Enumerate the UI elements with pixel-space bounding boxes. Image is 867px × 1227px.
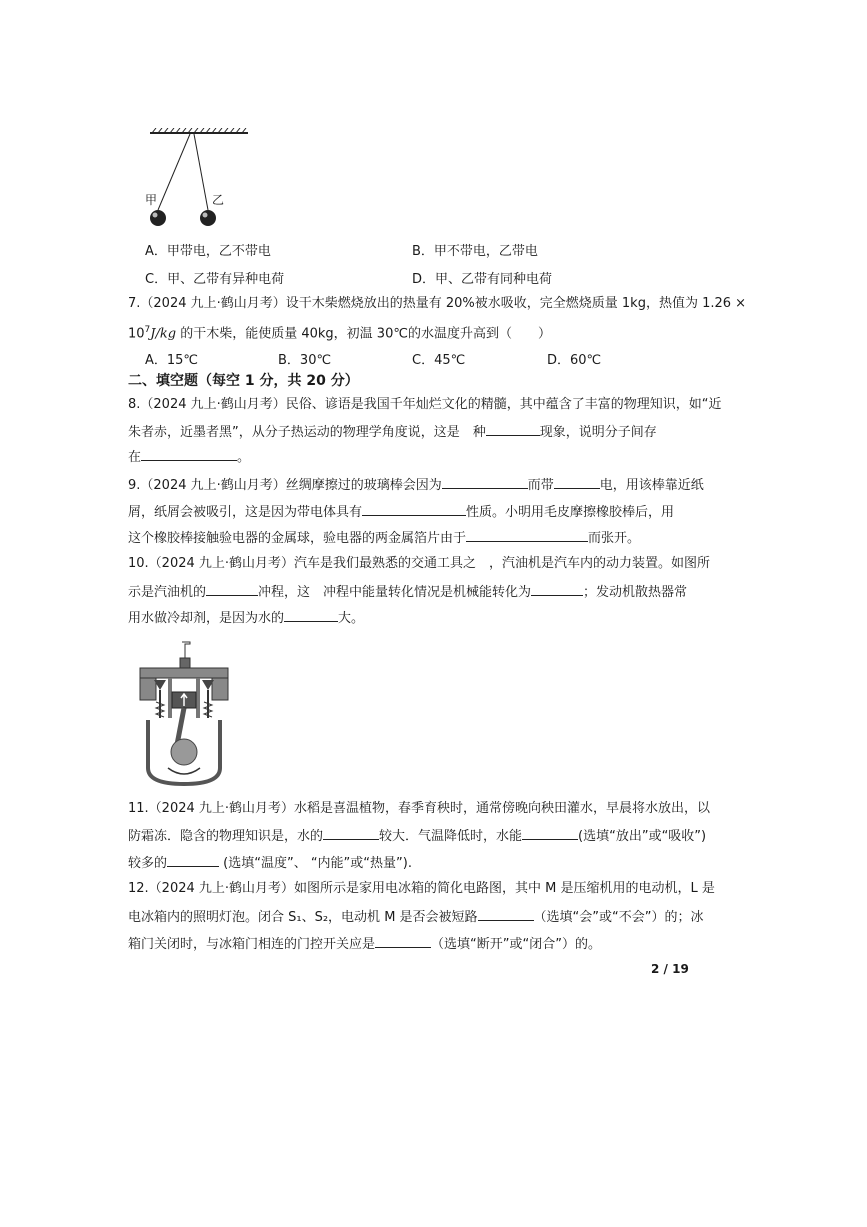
blank-11-3[interactable] bbox=[167, 852, 219, 867]
q12-line3: 箱门关闭时，与冰箱门相连的门控开关应是 （选填“断开”或“闭合”）的。 bbox=[128, 933, 601, 955]
ball-left bbox=[150, 210, 166, 226]
q8-line3: 在 。 bbox=[128, 446, 250, 468]
blank-12-2[interactable] bbox=[375, 933, 431, 948]
blank-12-1[interactable] bbox=[478, 906, 534, 921]
pendulum-figure bbox=[140, 128, 250, 236]
q12-line2: 电冰箱内的照明灯泡。闭合 S₁、S₂，电动机 M 是否会被短路 （选填“会”或“不会”）的；冰 bbox=[128, 906, 704, 928]
q10-line2: 示是汽油机的 冲程，这 冲程中能量转化情况是机械能转化为 ；发动机散热器常 bbox=[128, 581, 687, 603]
q7-option-b: B．30℃ bbox=[278, 353, 332, 368]
q7-option-d: D．60℃ bbox=[547, 353, 602, 368]
ball-right bbox=[200, 210, 216, 226]
blank-9-3[interactable] bbox=[362, 501, 466, 516]
blank-8-2[interactable] bbox=[141, 446, 237, 461]
q11-line3: 较多的 (选填“温度”、 “内能”或“热量”). bbox=[128, 852, 412, 874]
q7-line1: 7.（2024 九上·鹤山月考）设干木柴燃烧放出的热量有 20%被水吸收，完全燃烧质量 1kg，热值为 1.26 × bbox=[128, 296, 747, 311]
blank-11-1[interactable] bbox=[323, 825, 379, 840]
q9-line2: 屑，纸屑会被吸引，这是因为带电体具有 性质。小明用毛皮摩擦橡胶棒后，用 bbox=[128, 501, 674, 523]
blank-10-2[interactable] bbox=[531, 581, 583, 596]
ball-left-label: 甲 bbox=[145, 193, 158, 207]
engine-cylinder-figure bbox=[138, 640, 238, 786]
page-number: 2 / 19 bbox=[651, 962, 689, 976]
q7-line2 bbox=[128, 320, 551, 344]
q11-line2: 防霜冻．隐含的物理知识是，水的 较大．气温降低时，水能 (选填“放出”或“吸收”) bbox=[128, 825, 706, 847]
section-title: 二、填空题（每空 1 分，共 20 分） bbox=[128, 373, 359, 389]
blank-10-1[interactable] bbox=[206, 581, 258, 596]
q10-line1: 10.（2024 九上·鹤山月考）汽车是我们最熟悉的交通工具之 ，汽油机是汽车内的动力装置。如图所 bbox=[128, 556, 711, 571]
blank-9-1[interactable] bbox=[442, 474, 528, 489]
q6-option-b: B．甲不带电，乙带电 bbox=[412, 244, 538, 259]
blank-9-4[interactable] bbox=[466, 527, 588, 542]
q7-base: 10 bbox=[128, 326, 145, 342]
blank-9-2[interactable] bbox=[554, 474, 600, 489]
q12-line1: 12.（2024 九上·鹤山月考）如图所示是家用电冰箱的简化电路图，其中 M 是压缩机用的电动机，L 是 bbox=[128, 881, 715, 896]
blank-11-2[interactable] bbox=[522, 825, 578, 840]
q9-line3: 这个橡胶棒接触验电器的金属球，验电器的两金属箔片由于 而张开。 bbox=[128, 527, 640, 549]
q7-text: 的干木柴，能使质量 40kg，初温 30℃的水温度升高到（ ） bbox=[176, 326, 551, 342]
q7-option-c: C．45℃ bbox=[412, 353, 466, 368]
q7-option-a: A．15℃ bbox=[145, 353, 199, 368]
q6-option-a: A．甲带电，乙不带电 bbox=[145, 244, 271, 259]
q8-line2: 朱者赤，近墨者黑”，从分子热运动的物理学角度说，这是 种 现象，说明分子间存 bbox=[128, 421, 657, 443]
q11-line1: 11.（2024 九上·鹤山月考）水稻是喜温植物，春季育秧时，通常傍晚向秧田灌水，早晨将水放出，以 bbox=[128, 801, 711, 816]
q7-exponent: 7 bbox=[144, 325, 151, 335]
blank-8-1[interactable] bbox=[486, 421, 540, 436]
ball-right-label: 乙 bbox=[212, 193, 225, 207]
q9-line1: 9.（2024 九上·鹤山月考）丝绸摩擦过的玻璃棒会因为 而带 电，用该棒靠近纸 bbox=[128, 474, 704, 496]
q6-option-c: C．甲、乙带有异种电荷 bbox=[145, 272, 285, 287]
q6-option-d: D．甲、乙带有同种电荷 bbox=[412, 272, 553, 287]
q10-line3: 用水做冷却剂，是因为水的 大。 bbox=[128, 607, 364, 629]
q7-unit: J/kg bbox=[150, 326, 177, 342]
blank-10-3[interactable] bbox=[284, 607, 338, 622]
q8-line1: 8.（2024 九上·鹤山月考）民俗、谚语是我国千年灿烂文化的精髓，其中蕴含了丰富的物理知识，如“近 bbox=[128, 397, 722, 412]
